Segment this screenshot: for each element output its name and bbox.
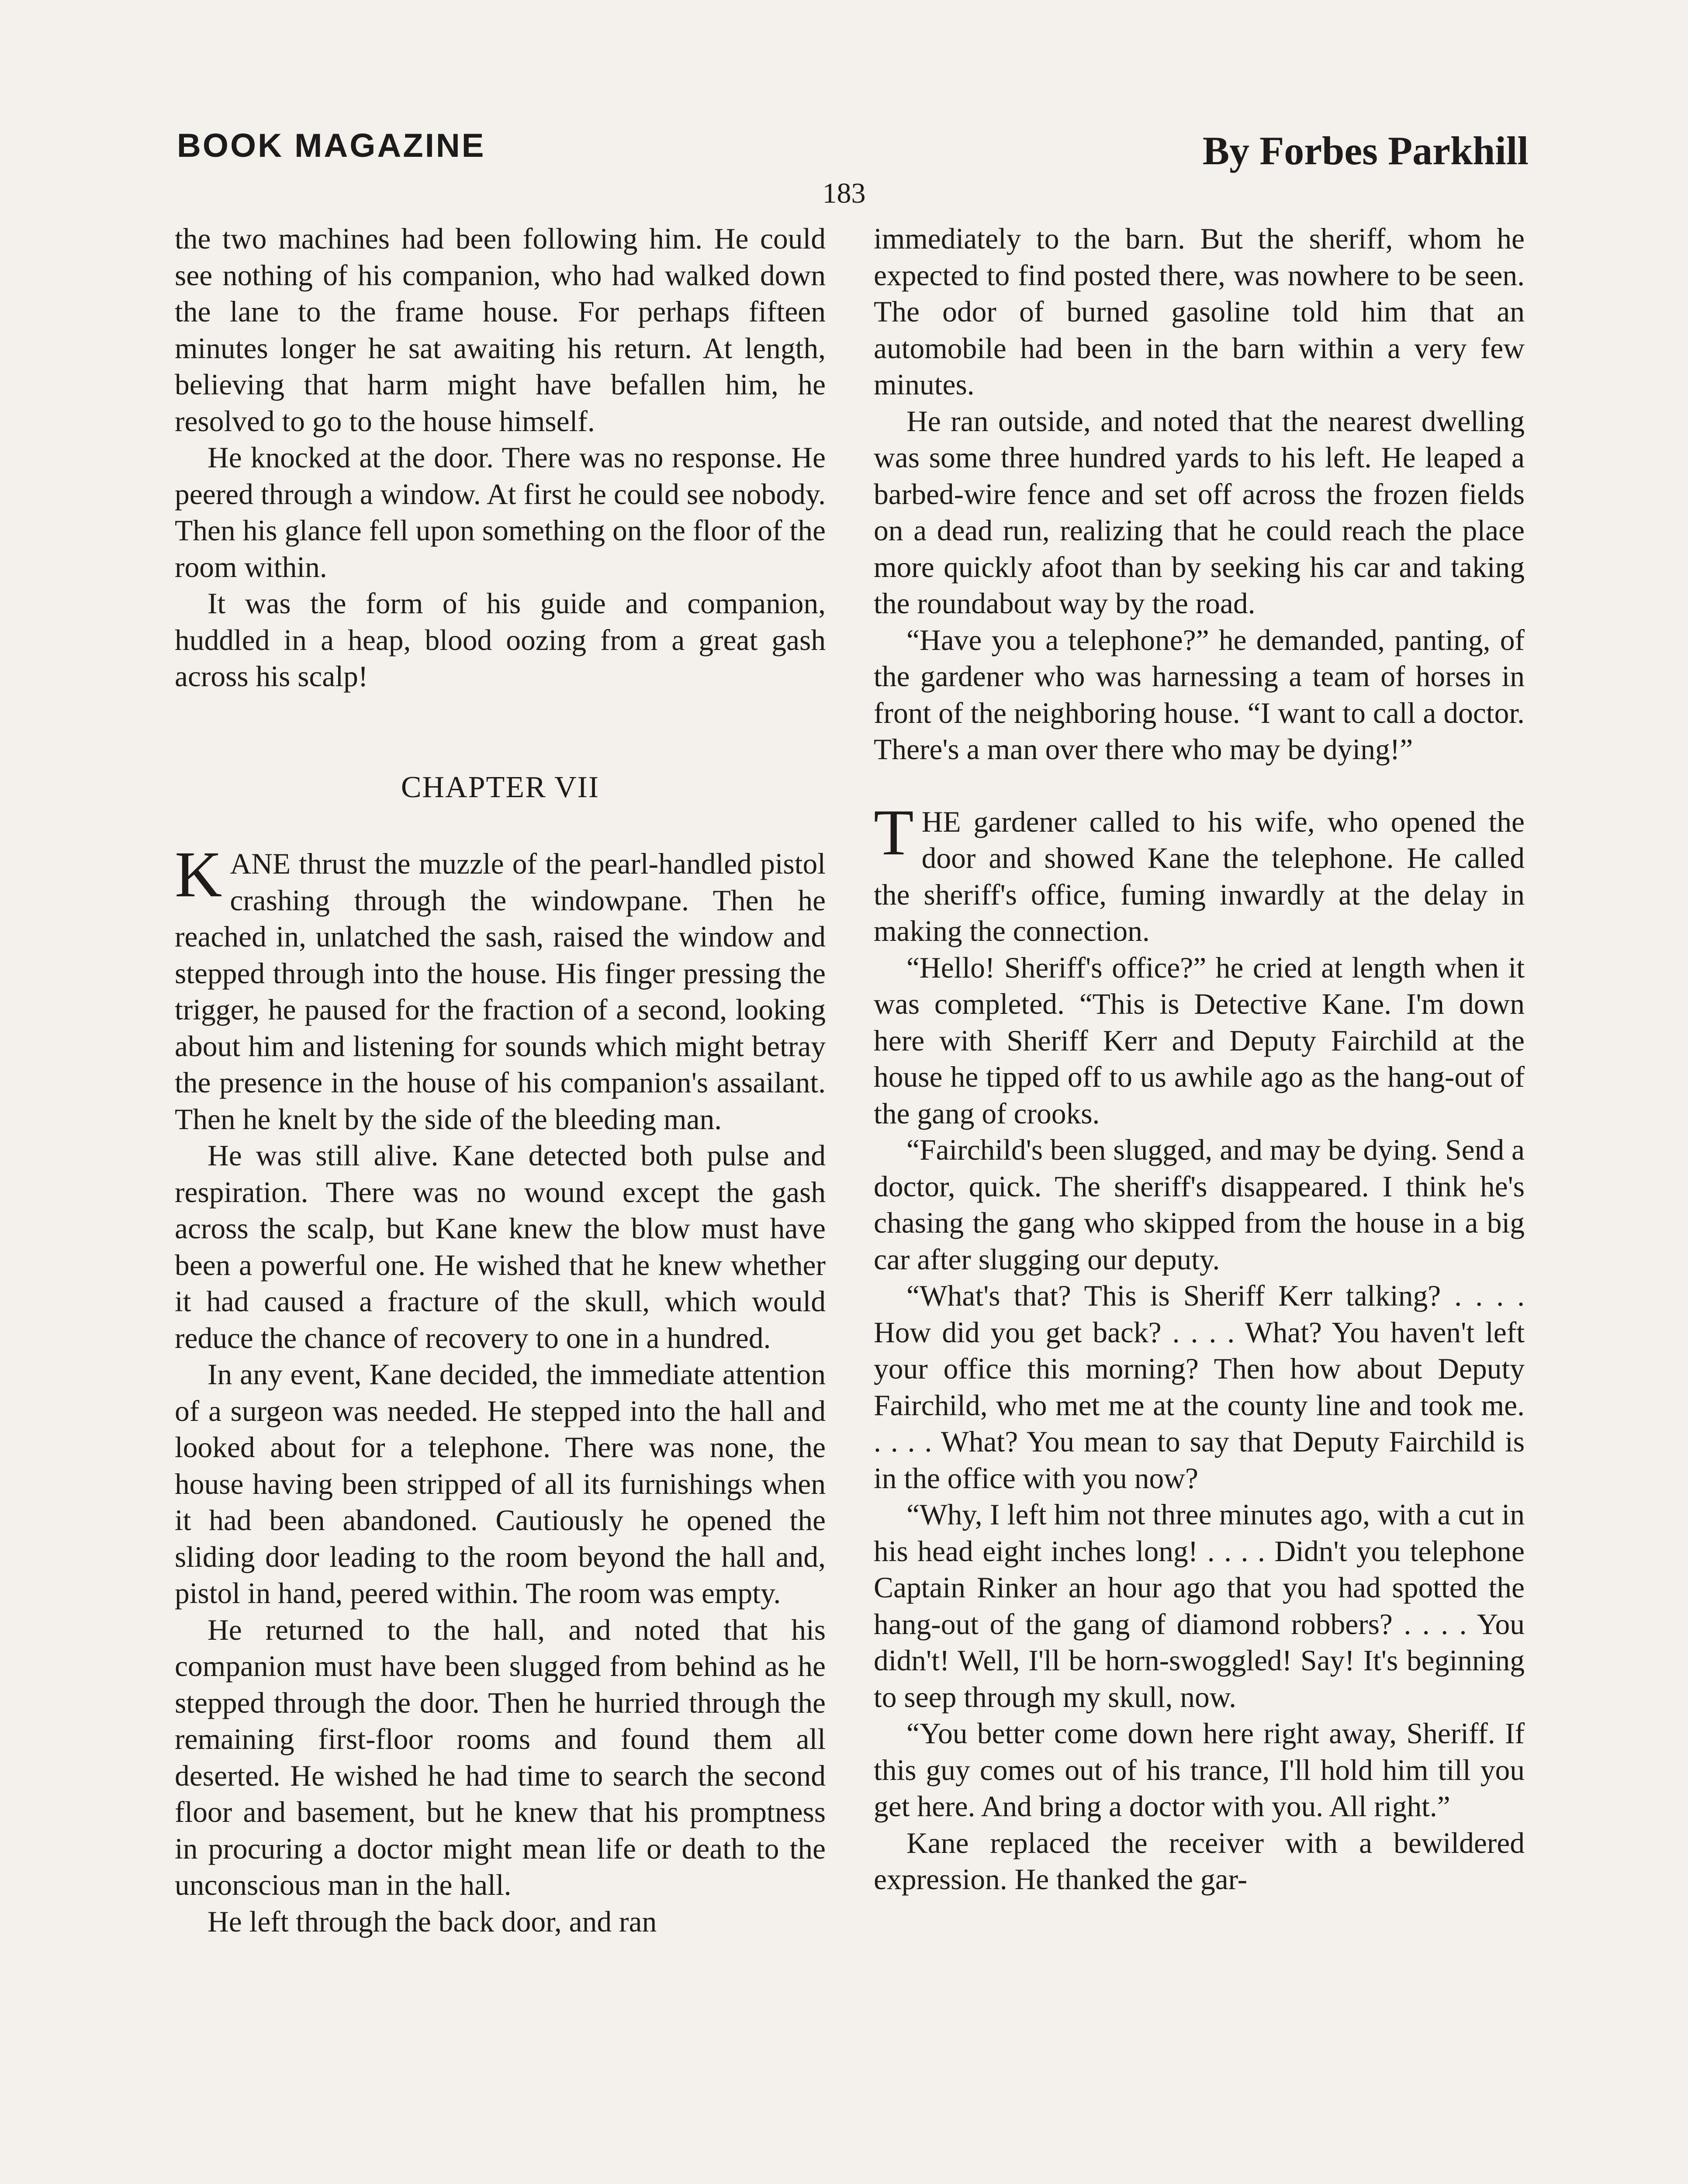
right-column — [874, 221, 1525, 1898]
paragraph: In any event, Kane decided, the immediate attention of a surgeon was needed. He stepped into the hall and looked about for a telephone. There was none, the house having been stripped of all its furnishings when it had been abandoned. Cautiously he opened the sliding door leading to the room beyond the hall and, pistol in hand, peered within. The room was empty. — [175, 1358, 826, 1610]
paragraph: the two machines had been following him. He could see nothing of his companion, who had walked down the lane to the frame house. For perhaps fifteen minutes longer he sat awaiting his return. At length, believing that harm might have befallen him, he resolved to go to the house himself. — [175, 222, 826, 438]
paragraph: “Why, I left him not three minutes ago, with a cut in his head eight inches long! . . . . Didn't you telephone Captain Rinker an hour ago that you had spotted the hang-out of the gang of diamond robbers? . . . . You didn't! Well, I'll be horn-swoggled! Say! It's beginning to seep through my skull, now. — [874, 1498, 1525, 1714]
drop-cap: T — [874, 796, 914, 869]
paragraph-with-dropcap — [874, 796, 1525, 950]
paragraph-text: HE gardener called to his wife, who opened the door and showed Kane the telephone. He called the sheriff's office, fuming inwardly at the delay in making the connection. — [874, 805, 1525, 947]
drop-cap: K — [175, 838, 222, 911]
left-column — [175, 221, 826, 1940]
page-number: 183 — [822, 177, 866, 209]
magazine-title: BOOK MAGAZINE — [177, 127, 486, 164]
paragraph: “What's that? This is Sheriff Kerr talking? . . . . How did you get back? . . . . What? You haven't left your office this morning? Then how about Deputy Fairchild, who met me at the county line and took me. . . . . What? You mean to say that Deputy Fairchild is in the office with you now? — [874, 1279, 1525, 1495]
paragraph: Kane replaced the receiver with a bewildered expression. He thanked the gar- — [874, 1826, 1525, 1896]
paragraph: “Have you a telephone?” he demanded, panting, of the gardener who was harnessing a team of horses in front of the neighboring house. “I want to call a doctor. There's a man over there who may be dying!” — [874, 623, 1525, 766]
paragraph-with-dropcap — [175, 838, 826, 1137]
paragraph-text: ANE thrust the muzzle of the pearl-handled pistol crashing through the windowpane. Then he reached in, unlatched the sash, raised the window and stepped through into the house. His finger pressing the trigger, he paused for the fraction of a second, looking about him and listening for sounds which might betray the presence in the house of his companion's assailant. Then he knelt by the side of the bleeding man. — [175, 847, 826, 1136]
paragraph: He left through the back door, and ran — [208, 1905, 657, 1938]
paragraph: He returned to the hall, and noted that his companion must have been slugged from behind as he stepped through the door. Then he hurried through the remaining first-floor rooms and found them all deserted. He wished he had time to search the second floor and basement, but he knew that his promptness in procuring a doctor might mean life or death to the unconscious man in the hall. — [175, 1613, 826, 1901]
paragraph: immediately to the barn. But the sheriff, whom he expected to find posted there, was nowhere to be seen. The odor of burned gasoline told him that an automobile had been in the barn within a very few minutes. — [874, 222, 1525, 401]
paragraph: “You better come down here right away, Sheriff. If this guy comes out of his trance, I'll hold him till you get here. And bring a doctor with you. All right.” — [874, 1717, 1525, 1823]
paragraph: He knocked at the door. There was no response. He peered through a window. At first he could see nobody. Then his glance fell upon something on the floor of the room within. — [175, 441, 826, 584]
paragraph: He was still alive. Kane detected both pulse and respiration. There was no wound except the gash across the scalp, but Kane knew the blow must have been a powerful one. He wished that he knew whether it had caused a fracture of the skull, which would reduce the chance of recovery to one in a hundred. — [175, 1139, 826, 1355]
paragraph: He ran outside, and noted that the nearest dwelling was some three hundred yards to his left. He leaped a barbed-wire fence and set off across the frozen fields on a dead run, realizing that he could reach the place more quickly afoot than by seeking his car and taking the roundabout way by the road. — [874, 404, 1525, 620]
chapter-heading: CHAPTER VII — [401, 770, 600, 804]
paragraph: “Fairchild's been slugged, and may be dying. Send a doctor, quick. The sheriff's disappeared. I think he's chasing the gang who skipped from the house in a big car after slugging our deputy. — [874, 1133, 1525, 1276]
author-byline: By Forbes Parkhill — [1202, 128, 1529, 173]
paragraph: “Hello! Sheriff's office?” he cried at length when it was completed. “This is Detective Kane. I'm down here with Sheriff Kerr and Deputy Fairchild at the house he tipped off to us awhile ago as the hang-out of the gang of crooks. — [874, 951, 1525, 1130]
paragraph: It was the form of his guide and companion, huddled in a heap, blood oozing from a great gash across his scalp! — [175, 587, 826, 693]
